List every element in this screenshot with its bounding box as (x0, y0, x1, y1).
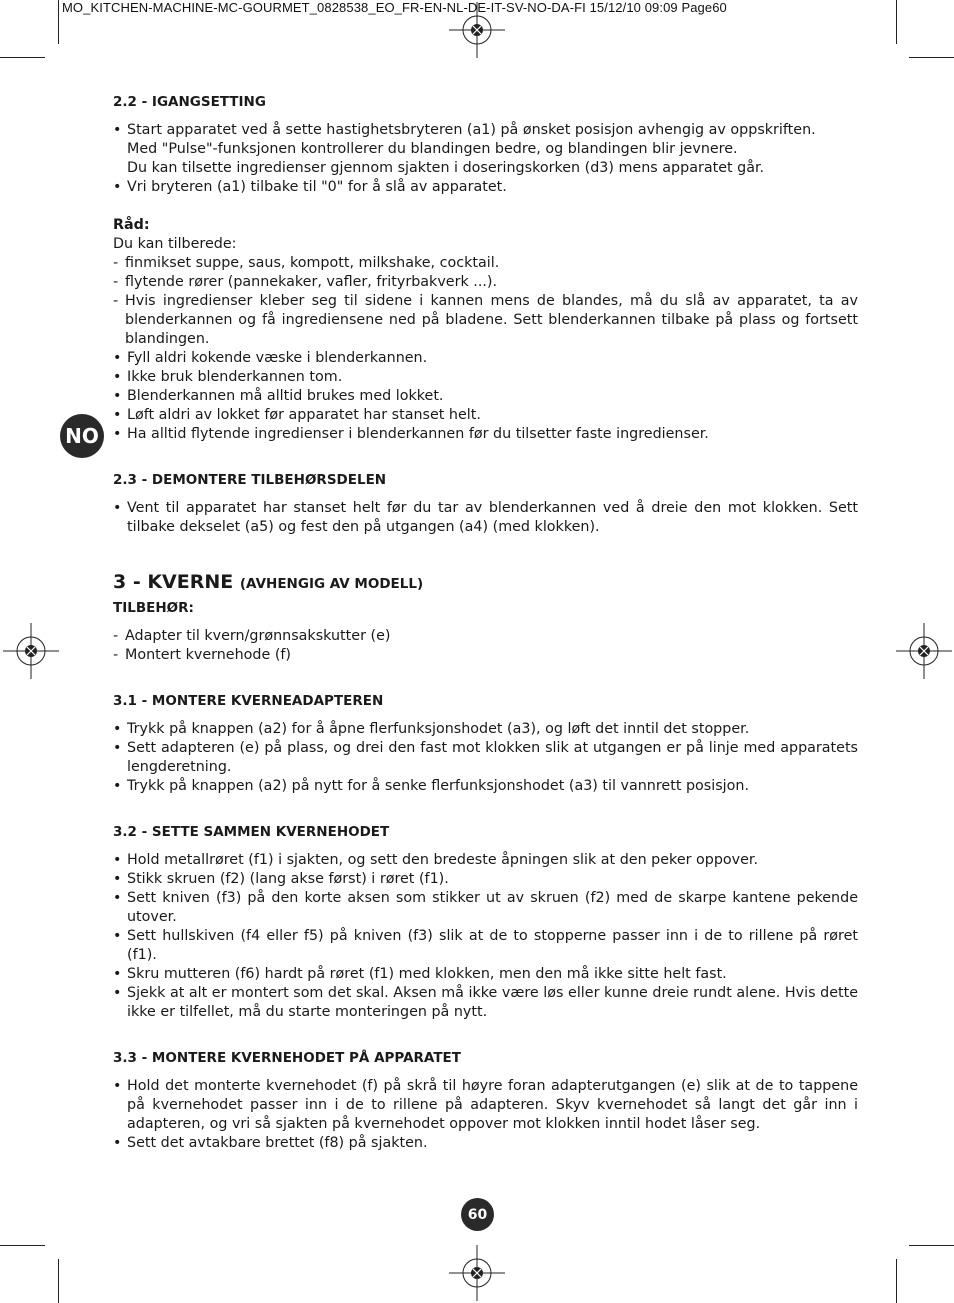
registration-mark-icon (447, 1243, 507, 1303)
bullet-list (113, 349, 858, 444)
tips-intro: Du kan tilberede: (113, 236, 237, 252)
section-heading: 3.2 - SETTE SAMMEN KVERNEHODET (113, 824, 390, 840)
crop-mark (0, 57, 45, 58)
list-item: - Adapter til kvern/grønnsakskutter (e) (113, 627, 858, 646)
list-item: • Sjekk at alt er montert som det skal. Aksen må ikke være løs eller kunne dreie rundt alene. Hvis dette ikke er tilfellet, må du starte monteringen på nytt. (113, 984, 858, 1022)
bullet-list (113, 499, 858, 537)
section-heading: 3.1 - MONTERE KVERNEADAPTEREN (113, 693, 384, 709)
crop-mark (909, 1245, 954, 1246)
crop-mark (909, 57, 954, 58)
registration-mark-icon (447, 0, 507, 60)
dash-list (113, 627, 858, 665)
list-item: - finmikset suppe, saus, kompott, milkshake, cocktail. (113, 254, 858, 273)
list-item: - Montert kvernehode (f) (113, 646, 858, 665)
chapter-heading (113, 570, 858, 596)
list-item: • Hold metallrøret (f1) i sjakten, og sett den bredeste åpningen slik at den peker oppover. (113, 851, 858, 870)
dash-list (113, 254, 858, 349)
list-item-line: • Start apparatet ved å sette hastighetsbryteren (a1) på ønsket posisjon avhengig av oppskriften. (127, 122, 816, 138)
list-item: • Trykk på knappen (a2) på nytt for å senke flerfunksjonshodet (a3) til vannrett posisjon. (113, 777, 858, 796)
list-item: • Sett hullskiven (f4 eller f5) på kniven (f3) slik at de to stopperne passer inn i de to rillene på røret (f1). (113, 927, 858, 965)
list-item: • Sett det avtakbare brettet (f8) på sjakten. (113, 1134, 858, 1153)
chapter-heading-note: (AVHENGIG AV MODELL) (239, 576, 424, 592)
language-badge: NO (60, 414, 104, 458)
section-heading: 3.3 - MONTERE KVERNEHODET PÅ APPARATET (113, 1050, 461, 1066)
list-item: • Sett adapteren (e) på plass, og drei den fast mot klokken slik at utgangen er på linje med apparatets lengderetning. (113, 739, 858, 777)
list-item: • Vent til apparatet har stanset helt før du tar av blenderkannen ved å dreie den mot klokken. Sett tilbake dekselet (a5) og fest den på utgangen (a4) (med klokken). (113, 499, 858, 537)
section-heading: 2.2 - IGANGSETTING (113, 94, 266, 110)
section-heading: 2.3 - DEMONTERE TILBEHØRSDELEN (113, 472, 387, 488)
crop-mark (896, 0, 897, 44)
bullet-list (113, 1077, 858, 1153)
list-item: • Hold det monterte kvernehodet (f) på skrå til høyre foran adapterutgangen (e) slik at de to tappene på kvernehodet passer inn i de to rillene på adapteren. Skyv kvernehodet så langt det går inn i adapteren, og vri så sjakten på kvernehodet oppover mot klokken inntil hodet låser seg. (113, 1077, 858, 1134)
list-item: • Fyll aldri kokende væske i blenderkannen. (113, 349, 858, 368)
list-item-line: Du kan tilsette ingredienser gjennom sjakten i doseringskorken (d3) mens apparatet går. (127, 160, 765, 176)
accessories-title: TILBEHØR: (113, 600, 194, 616)
bullet-list (113, 720, 858, 796)
page-content (113, 93, 858, 1153)
list-item: - Hvis ingredienser kleber seg til sidene i kannen mens de blandes, må du slå av apparatet, ta av blenderkannen og få ingrediensene ned på bladene. Sett blenderkannen tilbake på plass og fortsett blandingen. (113, 292, 858, 349)
crop-mark (896, 1259, 897, 1303)
bullet-list (113, 121, 858, 197)
bullet-list (113, 851, 858, 1022)
list-item: • Stikk skruen (f2) (lang akse først) i røret (f1). (113, 870, 858, 889)
print-header: MO_KITCHEN-MACHINE-MC-GOURMET_0828538_EO_FR-EN-NL-DE-IT-SV-NO-DA-FI 15/12/10 09:09 Page60 (62, 0, 727, 15)
list-item (113, 121, 858, 178)
chapter-heading-main: 3 - KVERNE (113, 571, 234, 593)
list-item: - flytende rører (pannekaker, vafler, frityrbakverk ...). (113, 273, 858, 292)
crop-mark (0, 1245, 45, 1246)
crop-mark (58, 1259, 59, 1303)
list-item: • Sett kniven (f3) på den korte aksen som stikker ut av skruen (f2) med de skarpe kantene pekende utover. (113, 889, 858, 927)
tips-title: Råd: (113, 217, 150, 233)
list-item: • Trykk på knappen (a2) for å åpne flerfunksjonshodet (a3), og løft det inntil det stopper. (113, 720, 858, 739)
list-item: • Blenderkannen må alltid brukes med lokket. (113, 387, 858, 406)
page-number-badge: 60 (461, 1198, 494, 1231)
list-item: • Ikke bruk blenderkannen tom. (113, 368, 858, 387)
list-item-line: Med "Pulse"-funksjonen kontrollerer du blandingen bedre, og blandingen blir jevnere. (127, 141, 738, 157)
list-item: • Vri bryteren (a1) tilbake til "0" for å slå av apparatet. (113, 178, 858, 197)
crop-mark (58, 0, 59, 44)
list-item: • Løft aldri av lokket før apparatet har stanset helt. (113, 406, 858, 425)
registration-mark-icon (1, 621, 61, 681)
list-item: • Skru mutteren (f6) hardt på røret (f1) med klokken, men den må ikke sitte helt fast. (113, 965, 858, 984)
registration-mark-icon (894, 621, 954, 681)
list-item: • Ha alltid flytende ingredienser i blenderkannen før du tilsetter faste ingredienser. (113, 425, 858, 444)
